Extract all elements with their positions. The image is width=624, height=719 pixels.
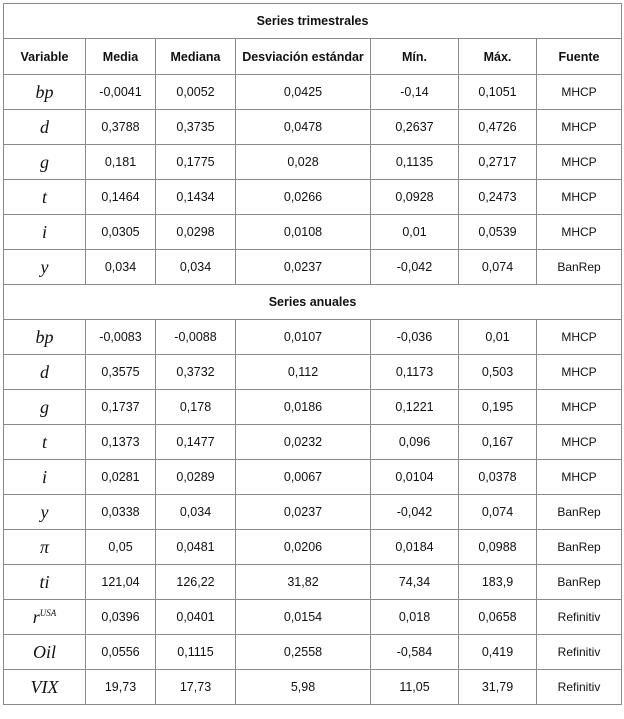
min-cell: 0,0184 xyxy=(371,530,459,565)
table-row xyxy=(4,495,622,530)
column-header-media: Media xyxy=(86,39,156,75)
variable-symbol: r xyxy=(32,606,40,627)
variable-cell xyxy=(4,145,86,180)
mediana-cell: 0,0289 xyxy=(156,460,236,495)
media-cell: 0,0556 xyxy=(86,635,156,670)
min-cell: 0,2637 xyxy=(371,110,459,145)
desv-cell: 0,0186 xyxy=(236,390,371,425)
desv-cell: 0,0108 xyxy=(236,215,371,250)
desv-cell: 0,0237 xyxy=(236,495,371,530)
fuente-cell: MHCP xyxy=(537,215,622,250)
variable-cell xyxy=(4,75,86,110)
max-cell: 0,195 xyxy=(459,390,537,425)
table-row xyxy=(4,390,622,425)
column-header-max: Máx. xyxy=(459,39,537,75)
table-row xyxy=(4,75,622,110)
variable-symbol: i xyxy=(41,221,47,242)
table-row xyxy=(4,600,622,635)
media-cell: 0,1373 xyxy=(86,425,156,460)
column-header-fuente: Fuente xyxy=(537,39,622,75)
variable-cell xyxy=(4,320,86,355)
media-cell: 0,05 xyxy=(86,530,156,565)
max-cell: 0,0988 xyxy=(459,530,537,565)
variable-symbol: bp xyxy=(35,81,54,102)
desv-cell: 0,112 xyxy=(236,355,371,390)
media-cell: 0,0305 xyxy=(86,215,156,250)
media-cell: -0,0083 xyxy=(86,320,156,355)
variable-cell xyxy=(4,215,86,250)
desv-cell: 5,98 xyxy=(236,670,371,705)
variable-cell xyxy=(4,390,86,425)
variable-symbol: g xyxy=(40,396,49,417)
max-cell: 0,4726 xyxy=(459,110,537,145)
media-cell: 0,0338 xyxy=(86,495,156,530)
section-title-row xyxy=(4,285,622,320)
fuente-cell: MHCP xyxy=(537,460,622,495)
mediana-cell: 0,0052 xyxy=(156,75,236,110)
desv-cell: 0,0266 xyxy=(236,180,371,215)
min-cell: 0,018 xyxy=(371,600,459,635)
desv-cell: 0,0206 xyxy=(236,530,371,565)
variable-superscript: USA xyxy=(39,607,57,618)
media-cell: 121,04 xyxy=(86,565,156,600)
min-cell: -0,584 xyxy=(371,635,459,670)
min-cell: 74,34 xyxy=(371,565,459,600)
table-row xyxy=(4,145,622,180)
min-cell: 0,0104 xyxy=(371,460,459,495)
table-row xyxy=(4,530,622,565)
max-cell: 31,79 xyxy=(459,670,537,705)
table-row xyxy=(4,670,622,705)
desv-cell: 0,0478 xyxy=(236,110,371,145)
variable-symbol: bp xyxy=(35,326,54,347)
media-cell: 19,73 xyxy=(86,670,156,705)
table-row xyxy=(4,180,622,215)
fuente-cell: MHCP xyxy=(537,425,622,460)
column-header-variable: Variable xyxy=(4,39,86,75)
media-cell: 0,181 xyxy=(86,145,156,180)
mediana-cell: 0,0298 xyxy=(156,215,236,250)
variable-cell xyxy=(4,355,86,390)
variable-cell xyxy=(4,635,86,670)
fuente-cell: MHCP xyxy=(537,110,622,145)
media-cell: 0,1464 xyxy=(86,180,156,215)
statistics-table xyxy=(3,3,622,705)
max-cell: 0,0658 xyxy=(459,600,537,635)
max-cell: 183,9 xyxy=(459,565,537,600)
desv-cell: 0,0067 xyxy=(236,460,371,495)
min-cell: 0,1173 xyxy=(371,355,459,390)
variable-cell xyxy=(4,425,86,460)
variable-symbol: Oil xyxy=(32,641,56,662)
table-row xyxy=(4,425,622,460)
min-cell: 0,01 xyxy=(371,215,459,250)
media-cell: 0,3788 xyxy=(86,110,156,145)
variable-symbol: i xyxy=(41,466,47,487)
variable-cell xyxy=(4,600,86,635)
max-cell: 0,074 xyxy=(459,250,537,285)
fuente-cell: BanRep xyxy=(537,250,622,285)
max-cell: 0,503 xyxy=(459,355,537,390)
desv-cell: 0,0237 xyxy=(236,250,371,285)
table-row xyxy=(4,355,622,390)
section-title: Series anuales xyxy=(4,285,622,320)
variable-symbol: VIX xyxy=(30,676,59,697)
mediana-cell: 0,1477 xyxy=(156,425,236,460)
min-cell: -0,036 xyxy=(371,320,459,355)
table-row xyxy=(4,320,622,355)
column-header-min: Mín. xyxy=(371,39,459,75)
max-cell: 0,167 xyxy=(459,425,537,460)
variable-symbol: d xyxy=(40,361,49,382)
min-cell: 0,096 xyxy=(371,425,459,460)
mediana-cell: 0,0481 xyxy=(156,530,236,565)
desv-cell: 31,82 xyxy=(236,565,371,600)
desv-cell: 0,0154 xyxy=(236,600,371,635)
min-cell: 0,1221 xyxy=(371,390,459,425)
mediana-cell: 0,034 xyxy=(156,495,236,530)
fuente-cell: MHCP xyxy=(537,355,622,390)
fuente-cell: MHCP xyxy=(537,180,622,215)
media-cell: 0,034 xyxy=(86,250,156,285)
column-header-mediana: Mediana xyxy=(156,39,236,75)
mediana-cell: 0,3735 xyxy=(156,110,236,145)
variable-cell xyxy=(4,495,86,530)
variable-symbol: π xyxy=(39,536,50,557)
table-row xyxy=(4,110,622,145)
table-row xyxy=(4,635,622,670)
variable-cell xyxy=(4,565,86,600)
variable-symbol: y xyxy=(40,256,49,277)
max-cell: 0,01 xyxy=(459,320,537,355)
max-cell: 0,2717 xyxy=(459,145,537,180)
mediana-cell: 0,178 xyxy=(156,390,236,425)
min-cell: 11,05 xyxy=(371,670,459,705)
variable-cell xyxy=(4,110,86,145)
fuente-cell: BanRep xyxy=(537,565,622,600)
variable-symbol: y xyxy=(40,501,49,522)
fuente-cell: BanRep xyxy=(537,495,622,530)
media-cell: -0,0041 xyxy=(86,75,156,110)
media-cell: 0,1737 xyxy=(86,390,156,425)
variable-cell xyxy=(4,460,86,495)
table-row xyxy=(4,250,622,285)
variable-symbol: t xyxy=(41,186,47,207)
section-title-row xyxy=(4,4,622,39)
fuente-cell: BanRep xyxy=(537,530,622,565)
media-cell: 0,0281 xyxy=(86,460,156,495)
desv-cell: 0,028 xyxy=(236,145,371,180)
max-cell: 0,419 xyxy=(459,635,537,670)
min-cell: 0,1135 xyxy=(371,145,459,180)
max-cell: 0,074 xyxy=(459,495,537,530)
table-row xyxy=(4,215,622,250)
variable-symbol: d xyxy=(40,116,49,137)
max-cell: 0,2473 xyxy=(459,180,537,215)
min-cell: -0,042 xyxy=(371,250,459,285)
min-cell: -0,042 xyxy=(371,495,459,530)
mediana-cell: 0,1434 xyxy=(156,180,236,215)
variable-symbol: ti xyxy=(39,571,50,592)
fuente-cell: MHCP xyxy=(537,320,622,355)
max-cell: 0,1051 xyxy=(459,75,537,110)
desv-cell: 0,0232 xyxy=(236,425,371,460)
fuente-cell: Refinitiv xyxy=(537,600,622,635)
mediana-cell: 0,1775 xyxy=(156,145,236,180)
table-row xyxy=(4,460,622,495)
fuente-cell: MHCP xyxy=(537,75,622,110)
desv-cell: 0,2558 xyxy=(236,635,371,670)
table-row xyxy=(4,565,622,600)
fuente-cell: MHCP xyxy=(537,145,622,180)
mediana-cell: 126,22 xyxy=(156,565,236,600)
variable-cell xyxy=(4,670,86,705)
mediana-cell: 0,0401 xyxy=(156,600,236,635)
media-cell: 0,3575 xyxy=(86,355,156,390)
media-cell: 0,0396 xyxy=(86,600,156,635)
variable-symbol: g xyxy=(40,151,49,172)
variable-cell xyxy=(4,530,86,565)
fuente-cell: MHCP xyxy=(537,390,622,425)
variable-symbol: t xyxy=(41,431,47,452)
mediana-cell: 0,1115 xyxy=(156,635,236,670)
section-title: Series trimestrales xyxy=(4,4,622,39)
min-cell: -0,14 xyxy=(371,75,459,110)
max-cell: 0,0378 xyxy=(459,460,537,495)
fuente-cell: Refinitiv xyxy=(537,635,622,670)
variable-cell xyxy=(4,180,86,215)
column-header-desv: Desviación estándar xyxy=(236,39,371,75)
fuente-cell: Refinitiv xyxy=(537,670,622,705)
variable-cell xyxy=(4,250,86,285)
mediana-cell: -0,0088 xyxy=(156,320,236,355)
mediana-cell: 0,034 xyxy=(156,250,236,285)
mediana-cell: 0,3732 xyxy=(156,355,236,390)
min-cell: 0,0928 xyxy=(371,180,459,215)
desv-cell: 0,0425 xyxy=(236,75,371,110)
column-header-row xyxy=(4,39,622,75)
mediana-cell: 17,73 xyxy=(156,670,236,705)
max-cell: 0,0539 xyxy=(459,215,537,250)
desv-cell: 0,0107 xyxy=(236,320,371,355)
